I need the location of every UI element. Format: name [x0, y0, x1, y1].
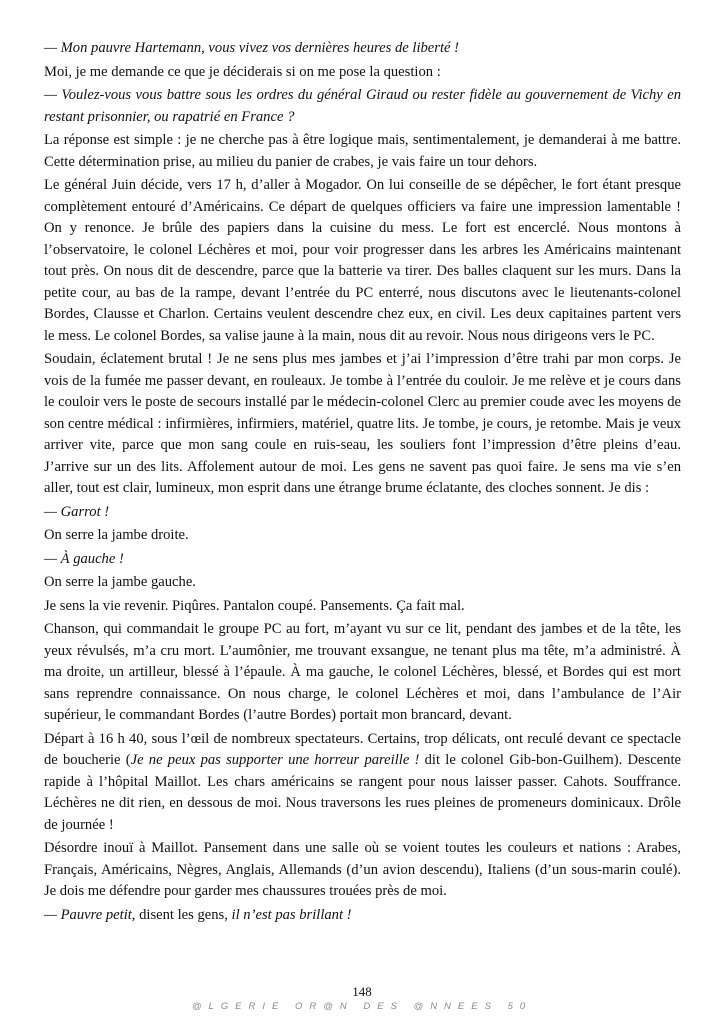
italic-text: Je ne peux pas supporter une horreur pareille !	[130, 752, 420, 768]
paragraph	[44, 62, 681, 84]
text: Soudain, éclatement brutal ! Je ne sens plus mes jambes et j’ai l’impression d’être trahi par mon corps. Je vois de la fumée me passer devant, en rouleaux. Je tombe à l’entrée du couloir. Je me relève et je cours dans le couloir vers le poste de secours installé par le médecin-colonel Clerc au premier coude avec les moyens de son centre médical : infirmières, infirmiers, matériel, quatre lits. Je tombe, je cours, je retombe. Mais je veux arriver vite, parce que mon sang coule en ruis-seau, les souliers font l’impression d’être pleins d’eau. J’arrive sur un des lits. Affolement autour de moi. Les gens ne savent pas quoi faire. Je sens ma vie s’en aller, tout est clair, lumineux, mon esprit dans une étrange brume éclatante, des cloches sonnent. Je dis :	[44, 351, 682, 496]
paragraph	[44, 38, 681, 60]
italic-text: — Mon pauvre Hartemann, vous vivez vos dernières heures de liberté !	[44, 40, 460, 56]
text: dit le colonel Gib-bon-Guilhem). Descente rapide à l’hôpital Maillot. Les chars américains se rangent pour nous laisser passer. Cahots. Souffrance. Léchères ne dit rien, en dessous de moi. Nous traversons les rues pleines de promeneurs dominicaux. Drôle de journée !	[44, 752, 681, 833]
text: Moi, je me demande ce que je déciderais si on me pose la question :	[44, 63, 441, 80]
paragraph	[44, 549, 681, 571]
paragraph	[44, 596, 681, 618]
paragraph	[44, 905, 681, 927]
text: La réponse est simple : je ne cherche pas à être logique mais, sentimentalement, je demanderai à me battre. Cette détermination prise, au milieu du panier de crabes, je vais faire un tour dehors.	[44, 132, 681, 170]
paragraph	[44, 838, 681, 903]
text: disent les gens,	[135, 906, 232, 923]
paragraph	[44, 85, 681, 128]
text: Désordre inouï à Maillot. Pansement dans une salle où se voient toutes les couleurs et nations : Arabes, Français, Américains, Nègres, Anglais, Allemands (d’un avion descendu), Italiens (d’un sous-marin coulé). Je dois me défendre pour garder mes chaussures trouées près de moi.	[44, 840, 681, 899]
italic-text: — Garrot !	[44, 503, 110, 520]
italic-text: il n’est pas brillant !	[231, 906, 352, 923]
italic-text: — À gauche !	[44, 550, 124, 567]
text: Chanson, qui commandait le groupe PC au fort, m’ayant vu sur ce lit, pendant des jambes et de la tête, les yeux révulsés, m’a cru mort. L’aumônier, me trouvant exsangue, ne tenant plus ma tête, m’a administré. À ma droite, un artilleur, blessé à l’épaule. À ma gauche, le colonel Léchères, blessé, et Bordes qui est mort sans reprendre connaissance. On nous charge, le colonel Léchères et moi, dans l’ambulance de l’Air supérieur, le commandant Bordes (l’autre Bordes) portait mon brancard, devant.	[44, 621, 681, 723]
paragraph	[44, 572, 681, 594]
italic-text: — Pauvre petit,	[44, 906, 136, 923]
footer-watermark: @LGERIE OR@N DES @NNEES 50	[191, 1001, 533, 1012]
text: On serre la jambe gauche.	[44, 574, 196, 590]
paragraph	[44, 502, 681, 524]
text: Départ à 16 h 40, sous l’œil de nombreux spectateurs. Certains, trop délicats, ont reculé devant ce spectacle de boucherie (	[44, 730, 681, 768]
text: On serre la jambe droite.	[44, 527, 189, 543]
text-body	[44, 38, 681, 928]
paragraph	[44, 349, 681, 500]
italic-text: — Voulez-vous vous battre sous les ordres du général Giraud ou rester fidèle au gouvernement de Vichy en restant prisonnier, ou rapatrié en France ?	[44, 87, 681, 125]
page-number: 148	[352, 984, 372, 999]
paragraph	[44, 130, 681, 173]
paragraph	[44, 175, 681, 347]
paragraph	[44, 729, 681, 837]
paragraph	[44, 619, 681, 727]
text: Je sens la vie revenir. Piqûres. Pantalon coupé. Pansements. Ça fait mal.	[44, 597, 465, 614]
text: Le général Juin décide, vers 17 h, d’aller à Mogador. On lui conseille de se dépêcher, le fort étant presque complètement entouré d’Américains. Ce départ de quelques officiers va faire une impression lamentable ! On y renonce. Je brûle des papiers dans la cuisine du mess. Le fort est encerclé. Nous montons à l’observatoire, le colonel Léchères et moi, pour voir progresser dans les arbres les Américains maintenant tout près. On nous dit de descendre, parce que la batterie va tirer. Des balles claquent sur les murs. Dans la petite cour, au bas de la rampe, devant l’entrée du PC enterré, nous discutons avec le lieutenants-colonel Bordes, Clausse et Charlon. Certains veulent descendre chez eux, en civil. Les deux capitaines partent vers le mess. Le colonel Bordes, sa valise jaune à la main, nous dit au revoir. Nous nous dirigeons vers le PC.	[44, 177, 681, 344]
paragraph	[44, 525, 681, 547]
